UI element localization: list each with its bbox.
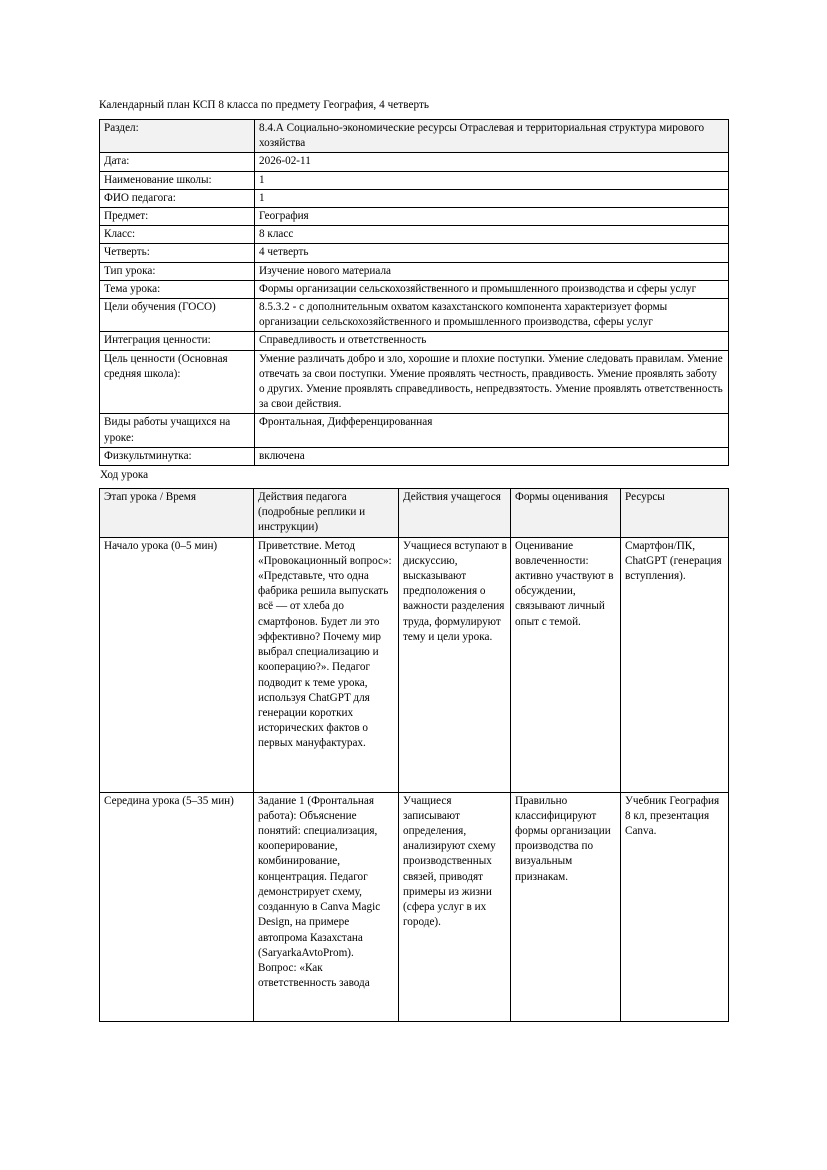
column-header-stage: Этап урока / Время	[100, 489, 254, 538]
cell-resources: Учебник География 8 кл, презентация Canva.	[621, 792, 729, 1021]
lesson-flow-header	[100, 489, 729, 538]
table-row	[100, 171, 729, 189]
info-label: Предмет:	[100, 208, 255, 226]
info-value: Изучение нового материала	[255, 262, 729, 280]
info-value: Умение различать добро и зло, хорошие и плохие поступки. Умение следовать правилам. Умение отвечать за свои поступки. Умение проявлять честность, правдивость. Умение проявлять заботу о других. Умение проявлять справедливость, непредвзятость. Умение проявлять ответственность за свои действия.	[255, 350, 729, 414]
info-label: Тип урока:	[100, 262, 255, 280]
info-value: 2026-02-11	[255, 153, 729, 171]
table-header-row	[100, 489, 729, 538]
info-label: Физкультминутка:	[100, 447, 255, 465]
info-label: Интеграция ценности:	[100, 332, 255, 350]
table-row	[100, 537, 729, 792]
column-header-resources: Ресурсы	[621, 489, 729, 538]
info-value: 8.5.3.2 - с дополнительным охватом казахстанского компонента характеризует формы организации сельскохозяйственного и промышленного производства, сферы услуг	[255, 299, 729, 332]
info-label: ФИО педагога:	[100, 189, 255, 207]
lesson-info-body	[100, 120, 729, 466]
info-label: Класс:	[100, 226, 255, 244]
table-row	[100, 244, 729, 262]
table-row	[100, 189, 729, 207]
table-row	[100, 332, 729, 350]
table-row	[100, 120, 729, 153]
page-title: Календарный план КСП 8 класса по предмету География, 4 четверть	[99, 99, 430, 111]
info-label: Наименование школы:	[100, 171, 255, 189]
info-value: Фронтальная, Дифференцированная	[255, 414, 729, 447]
info-label: Цель ценности (Основная средняя школа):	[100, 350, 255, 414]
info-label: Дата:	[100, 153, 255, 171]
table-row	[100, 350, 729, 414]
info-value: 1	[255, 189, 729, 207]
info-value: Справедливость и ответственность	[255, 332, 729, 350]
table-row	[100, 792, 729, 1021]
lesson-flow-table	[99, 488, 729, 1022]
info-value: 4 четверть	[255, 244, 729, 262]
cell-resources: Смартфон/ПК, ChatGPT (генерация вступления).	[621, 537, 729, 792]
info-label: Виды работы учащихся на уроке:	[100, 414, 255, 447]
info-value: География	[255, 208, 729, 226]
info-label: Раздел:	[100, 120, 255, 153]
cell-assessment: Оценивание вовлеченности: активно участвуют в обсуждении, связывают личный опыт с темой.	[511, 537, 621, 792]
cell-student-actions: Учащиеся записывают определения, анализируют схему производственных связей, приводят примеры из жизни (сфера услуг в их городе).	[399, 792, 511, 1021]
table-row	[100, 299, 729, 332]
column-header-student-actions: Действия учащегося	[399, 489, 511, 538]
table-row	[100, 153, 729, 171]
info-value: 8.4.А Социально-экономические ресурсы Отраслевая и территориальная структура мирового хозяйства	[255, 120, 729, 153]
table-row	[100, 414, 729, 447]
cell-student-actions: Учащиеся вступают в дискуссию, высказывают предположения о важности разделения труда, формулируют тему и цели урока.	[399, 537, 511, 792]
info-label: Тема урока:	[100, 280, 255, 298]
table-row	[100, 447, 729, 465]
info-value: включена	[255, 447, 729, 465]
cell-stage: Начало урока (0–5 мин)	[100, 537, 254, 792]
cell-stage: Середина урока (5–35 мин)	[100, 792, 254, 1021]
table-row	[100, 262, 729, 280]
info-value: 1	[255, 171, 729, 189]
table-row	[100, 208, 729, 226]
info-value: Формы организации сельскохозяйственного и промышленного производства и сферы услуг	[255, 280, 729, 298]
lesson-flow-heading: Ход урока	[100, 469, 149, 482]
lesson-info-table	[99, 119, 729, 466]
cell-teacher-actions: Приветствие. Метод «Провокационный вопрос»: «Представьте, что одна фабрика решила выпускать всё — от хлеба до смартфонов. Будет ли это эффективно? Почему мир выбрал специализацию и кооперацию?». Педагог подводит к теме урока, используя ChatGPT для генерации коротких исторических фактов о первых мануфактурах.	[254, 537, 399, 792]
info-label: Четверть:	[100, 244, 255, 262]
column-header-teacher-actions: Действия педагога (подробные реплики и инструкции)	[254, 489, 399, 538]
lesson-flow-body	[100, 537, 729, 1021]
cell-assessment: Правильно классифицируют формы организации производства по визуальным признакам.	[511, 792, 621, 1021]
info-label: Цели обучения (ГОСО)	[100, 299, 255, 332]
cell-teacher-actions: Задание 1 (Фронтальная работа): Объяснение понятий: специализация, кооперирование, комбинирование, концентрация. Педагог демонстрирует схему, созданную в Canva Magic Design, на примере автопрома Казахстана (SaryarkaAvtoProm). Вопрос: «Как ответственность завода	[254, 792, 399, 1021]
info-value: 8 класс	[255, 226, 729, 244]
table-row	[100, 280, 729, 298]
table-row	[100, 226, 729, 244]
column-header-assessment: Формы оценивания	[511, 489, 621, 538]
